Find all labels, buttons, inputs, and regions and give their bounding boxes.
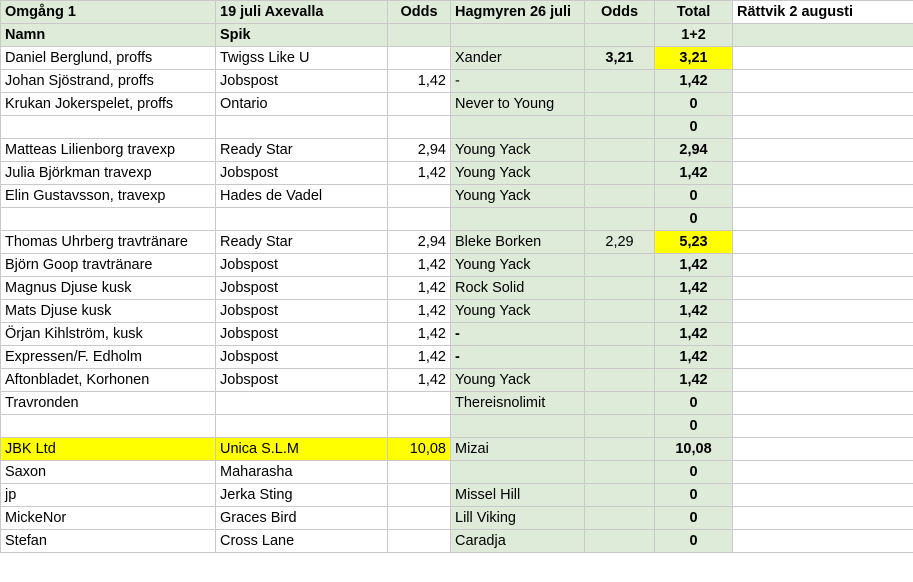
cell-name[interactable]: Elin Gustavsson, travexp <box>1 185 216 208</box>
cell-horse2[interactable]: - <box>451 323 585 346</box>
cell-horse2[interactable]: Young Yack <box>451 185 585 208</box>
table-row <box>1 47 913 70</box>
cell-name[interactable]: Saxon <box>1 461 216 484</box>
cell-rattvik[interactable] <box>733 116 913 139</box>
cell-total[interactable]: 2,94 <box>655 139 733 162</box>
cell-spik[interactable] <box>216 208 388 231</box>
cell-name[interactable] <box>1 116 216 139</box>
cell-odds1[interactable]: 1,42 <box>388 254 451 277</box>
cell-spik[interactable] <box>216 392 388 415</box>
cell-horse2[interactable]: Xander <box>451 47 585 70</box>
cell-total[interactable]: 1,42 <box>655 70 733 93</box>
cell-odds2[interactable] <box>585 93 655 116</box>
cell-name[interactable] <box>1 208 216 231</box>
cell-name[interactable]: MickeNor <box>1 507 216 530</box>
header-cell-axevalla[interactable]: 19 juli Axevalla <box>216 1 388 24</box>
cell-total[interactable]: 1,42 <box>655 277 733 300</box>
subheader-cell-empty[interactable] <box>388 24 451 47</box>
table-row <box>1 461 913 484</box>
cell-rattvik[interactable] <box>733 231 913 254</box>
cell-rattvik[interactable] <box>733 346 913 369</box>
cell-name[interactable]: Örjan Kihlström, kusk <box>1 323 216 346</box>
cell-name[interactable]: Travronden <box>1 392 216 415</box>
cell-odds2[interactable] <box>585 415 655 438</box>
cell-total[interactable]: 1,42 <box>655 369 733 392</box>
table-row <box>1 530 913 553</box>
cell-total[interactable]: 0 <box>655 93 733 116</box>
cell-rattvik[interactable] <box>733 415 913 438</box>
cell-horse2[interactable]: Bleke Borken <box>451 231 585 254</box>
header-cell-round[interactable]: Omgång 1 <box>1 1 216 24</box>
cell-odds1[interactable] <box>388 93 451 116</box>
cell-odds2[interactable] <box>585 461 655 484</box>
cell-total[interactable]: 1,42 <box>655 346 733 369</box>
cell-odds2[interactable] <box>585 185 655 208</box>
cell-rattvik[interactable] <box>733 93 913 116</box>
cell-horse2[interactable]: Young Yack <box>451 300 585 323</box>
cell-name[interactable]: Krukan Jokerspelet, proffs <box>1 93 216 116</box>
cell-rattvik[interactable] <box>733 392 913 415</box>
cell-odds2[interactable] <box>585 277 655 300</box>
cell-spik[interactable]: Ready Star <box>216 231 388 254</box>
cell-rattvik[interactable] <box>733 530 913 553</box>
cell-name[interactable]: Mats Djuse kusk <box>1 300 216 323</box>
cell-odds1[interactable] <box>388 185 451 208</box>
cell-horse2[interactable] <box>451 461 585 484</box>
grid-body <box>1 47 913 553</box>
cell-rattvik[interactable] <box>733 162 913 185</box>
cell-name[interactable]: Matteas Lilienborg travexp <box>1 139 216 162</box>
cell-spik[interactable]: Jobspost <box>216 300 388 323</box>
cell-odds1[interactable]: 10,08 <box>388 438 451 461</box>
cell-odds1[interactable] <box>388 47 451 70</box>
cell-rattvik[interactable] <box>733 208 913 231</box>
cell-horse2[interactable]: Lill Viking <box>451 507 585 530</box>
cell-odds2[interactable] <box>585 300 655 323</box>
subheader-cell-empty[interactable] <box>733 24 913 47</box>
cell-odds1[interactable]: 1,42 <box>388 323 451 346</box>
cell-total[interactable]: 0 <box>655 208 733 231</box>
cell-odds2[interactable] <box>585 139 655 162</box>
cell-odds1[interactable]: 2,94 <box>388 139 451 162</box>
cell-total[interactable]: 0 <box>655 484 733 507</box>
cell-total[interactable]: 1,42 <box>655 323 733 346</box>
cell-spik[interactable]: Jobspost <box>216 346 388 369</box>
cell-rattvik[interactable] <box>733 47 913 70</box>
cell-name[interactable] <box>1 415 216 438</box>
cell-odds2[interactable]: 3,21 <box>585 47 655 70</box>
table-row <box>1 162 913 185</box>
cell-odds1[interactable] <box>388 116 451 139</box>
cell-total[interactable]: 10,08 <box>655 438 733 461</box>
cell-total[interactable]: 5,23 <box>655 231 733 254</box>
cell-odds2[interactable]: 2,29 <box>585 231 655 254</box>
cell-spik[interactable]: Unica S.L.M <box>216 438 388 461</box>
cell-name[interactable]: Johan Sjöstrand, proffs <box>1 70 216 93</box>
cell-name[interactable]: Daniel Berglund, proffs <box>1 47 216 70</box>
table-row <box>1 323 913 346</box>
cell-odds1[interactable]: 1,42 <box>388 162 451 185</box>
cell-rattvik[interactable] <box>733 254 913 277</box>
cell-rattvik[interactable] <box>733 438 913 461</box>
cell-odds1[interactable] <box>388 392 451 415</box>
cell-odds2[interactable] <box>585 162 655 185</box>
header-cell-hagmyren[interactable]: Hagmyren 26 juli <box>451 1 585 24</box>
table-row <box>1 415 913 438</box>
cell-odds2[interactable] <box>585 254 655 277</box>
cell-total[interactable]: 0 <box>655 507 733 530</box>
cell-odds1[interactable]: 1,42 <box>388 300 451 323</box>
table-row <box>1 185 913 208</box>
table-row <box>1 484 913 507</box>
cell-total[interactable]: 1,42 <box>655 300 733 323</box>
cell-odds1[interactable]: 1,42 <box>388 70 451 93</box>
table-row <box>1 438 913 461</box>
cell-horse2[interactable]: Never to Young <box>451 93 585 116</box>
cell-rattvik[interactable] <box>733 369 913 392</box>
cell-horse2[interactable]: Young Yack <box>451 162 585 185</box>
cell-horse2[interactable] <box>451 208 585 231</box>
table-row <box>1 254 913 277</box>
cell-name[interactable]: Expressen/F. Edholm <box>1 346 216 369</box>
header-cell-total[interactable]: Total <box>655 1 733 24</box>
cell-total[interactable]: 3,21 <box>655 47 733 70</box>
cell-odds1[interactable]: 1,42 <box>388 369 451 392</box>
cell-spik[interactable]: Cross Lane <box>216 530 388 553</box>
cell-odds2[interactable] <box>585 369 655 392</box>
table-row <box>1 346 913 369</box>
cell-spik[interactable]: Ontario <box>216 93 388 116</box>
cell-odds1[interactable] <box>388 415 451 438</box>
cell-odds2[interactable] <box>585 116 655 139</box>
subheader-cell-empty[interactable] <box>451 24 585 47</box>
cell-rattvik[interactable] <box>733 139 913 162</box>
cell-rattvik[interactable] <box>733 277 913 300</box>
subheader-cell-empty[interactable] <box>585 24 655 47</box>
cell-spik[interactable]: Graces Bird <box>216 507 388 530</box>
cell-horse2[interactable]: Young Yack <box>451 254 585 277</box>
cell-horse2[interactable]: Young Yack <box>451 139 585 162</box>
cell-odds1[interactable] <box>388 507 451 530</box>
cell-spik[interactable] <box>216 116 388 139</box>
cell-spik[interactable]: Jerka Sting <box>216 484 388 507</box>
cell-total[interactable]: 1,42 <box>655 162 733 185</box>
cell-odds2[interactable] <box>585 70 655 93</box>
cell-name[interactable]: Magnus Djuse kusk <box>1 277 216 300</box>
table-row <box>1 300 913 323</box>
cell-odds1[interactable]: 2,94 <box>388 231 451 254</box>
cell-total[interactable]: 0 <box>655 185 733 208</box>
cell-name[interactable]: Aftonbladet, Korhonen <box>1 369 216 392</box>
header-cell-rattvik[interactable]: Rättvik 2 augusti <box>733 1 913 24</box>
cell-odds2[interactable] <box>585 392 655 415</box>
cell-name[interactable]: Thomas Uhrberg travtränare <box>1 231 216 254</box>
cell-spik[interactable]: Hades de Vadel <box>216 185 388 208</box>
cell-odds2[interactable] <box>585 438 655 461</box>
cell-rattvik[interactable] <box>733 300 913 323</box>
cell-spik[interactable] <box>216 415 388 438</box>
cell-horse2[interactable] <box>451 116 585 139</box>
cell-name[interactable]: Björn Goop travtränare <box>1 254 216 277</box>
cell-horse2[interactable]: Rock Solid <box>451 277 585 300</box>
table-row <box>1 70 913 93</box>
cell-total[interactable]: 0 <box>655 461 733 484</box>
cell-total[interactable]: 0 <box>655 415 733 438</box>
table-row <box>1 277 913 300</box>
cell-rattvik[interactable] <box>733 507 913 530</box>
cell-rattvik[interactable] <box>733 70 913 93</box>
subheader-row <box>1 24 913 47</box>
cell-odds1[interactable]: 1,42 <box>388 346 451 369</box>
cell-odds2[interactable] <box>585 507 655 530</box>
table-row <box>1 507 913 530</box>
cell-odds2[interactable] <box>585 484 655 507</box>
header-cell-odds2[interactable]: Odds <box>585 1 655 24</box>
cell-odds2[interactable] <box>585 208 655 231</box>
table-row <box>1 139 913 162</box>
cell-horse2[interactable]: Mizai <box>451 438 585 461</box>
cell-odds1[interactable] <box>388 208 451 231</box>
cell-name[interactable]: JBK Ltd <box>1 438 216 461</box>
header-row <box>1 1 913 24</box>
cell-rattvik[interactable] <box>733 461 913 484</box>
cell-spik[interactable]: Jobspost <box>216 277 388 300</box>
cell-spik[interactable]: Maharasha <box>216 461 388 484</box>
cell-odds2[interactable] <box>585 530 655 553</box>
subheader-cell-total[interactable]: 1+2 <box>655 24 733 47</box>
subheader-cell-spik[interactable]: Spik <box>216 24 388 47</box>
cell-name[interactable]: jp <box>1 484 216 507</box>
cell-total[interactable]: 0 <box>655 392 733 415</box>
cell-spik[interactable]: Jobspost <box>216 254 388 277</box>
cell-odds1[interactable] <box>388 530 451 553</box>
cell-spik[interactable]: Twigss Like U <box>216 47 388 70</box>
cell-name[interactable]: Julia Björkman travexp <box>1 162 216 185</box>
cell-odds1[interactable] <box>388 484 451 507</box>
table-row <box>1 369 913 392</box>
cell-horse2[interactable]: - <box>451 70 585 93</box>
cell-horse2[interactable] <box>451 415 585 438</box>
cell-spik[interactable]: Jobspost <box>216 70 388 93</box>
cell-odds2[interactable] <box>585 323 655 346</box>
cell-rattvik[interactable] <box>733 323 913 346</box>
cell-spik[interactable]: Jobspost <box>216 369 388 392</box>
cell-horse2[interactable]: - <box>451 346 585 369</box>
table-row <box>1 208 913 231</box>
table-row <box>1 392 913 415</box>
table-row <box>1 93 913 116</box>
table-row <box>1 231 913 254</box>
cell-spik[interactable]: Jobspost <box>216 323 388 346</box>
cell-odds2[interactable] <box>585 346 655 369</box>
cell-rattvik[interactable] <box>733 185 913 208</box>
cell-total[interactable]: 0 <box>655 116 733 139</box>
table-row <box>1 116 913 139</box>
cell-odds1[interactable] <box>388 461 451 484</box>
cell-odds1[interactable]: 1,42 <box>388 277 451 300</box>
cell-horse2[interactable]: Thereisnolimit <box>451 392 585 415</box>
cell-spik[interactable]: Jobspost <box>216 162 388 185</box>
cell-horse2[interactable]: Young Yack <box>451 369 585 392</box>
cell-spik[interactable]: Ready Star <box>216 139 388 162</box>
cell-name[interactable]: Stefan <box>1 530 216 553</box>
header-cell-odds1[interactable]: Odds <box>388 1 451 24</box>
cell-horse2[interactable]: Missel Hill <box>451 484 585 507</box>
subheader-cell-name[interactable]: Namn <box>1 24 216 47</box>
cell-horse2[interactable]: Caradja <box>451 530 585 553</box>
cell-total[interactable]: 0 <box>655 530 733 553</box>
cell-total[interactable]: 1,42 <box>655 254 733 277</box>
cell-rattvik[interactable] <box>733 484 913 507</box>
